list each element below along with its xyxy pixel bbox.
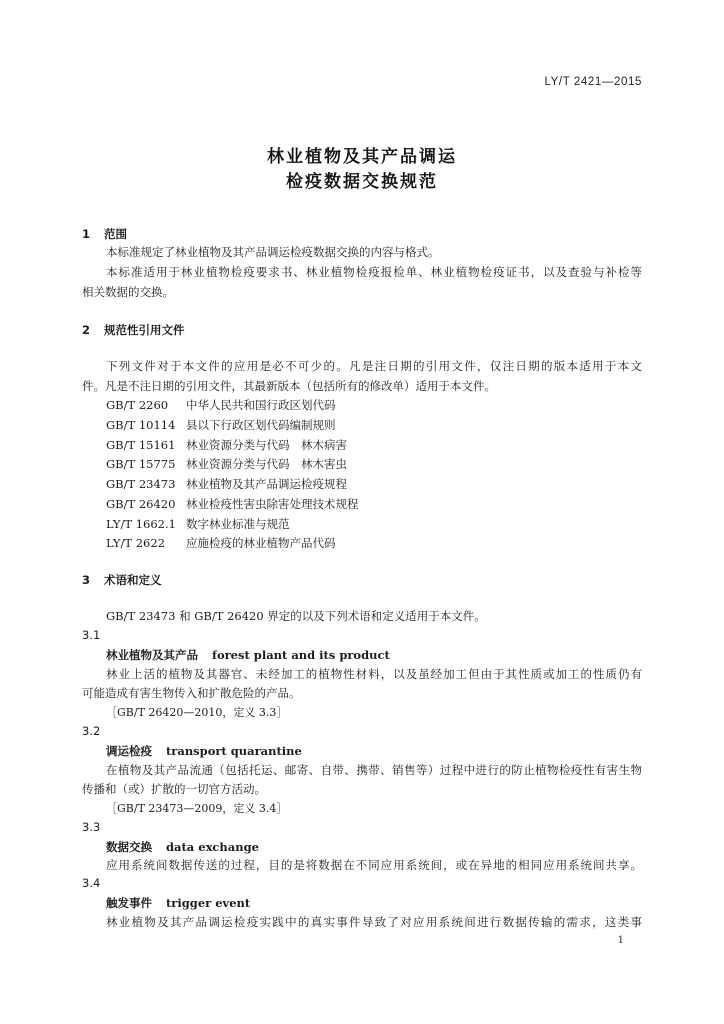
term-chinese: 触发事件 — [106, 896, 152, 910]
reference-code: GB/T 10114 — [106, 418, 176, 432]
paragraph-continuation: 件。凡是不注日期的引用文件，其最新版本（包括所有的修改单）适用于本文件。 — [82, 379, 496, 393]
normative-reference — [106, 456, 642, 472]
paragraph: 下列文件对于本文件的应用是必不可少的。凡是注日期的引用文件，仅注日期的版本适用于本文 — [106, 359, 642, 373]
normative-reference — [106, 496, 642, 512]
paragraph: 本标准规定了林业植物及其产品调运检疫数据交换的内容与格式。 — [106, 245, 440, 259]
paragraph: GB/T 23473 和 GB/T 26420 界定的以及下列术语和定义适用于本文件。 — [106, 609, 486, 623]
term-entry — [106, 895, 642, 911]
standard-code: LY/T 2421—2015 — [544, 76, 642, 88]
page-number: 1 — [617, 935, 624, 946]
normative-reference — [106, 535, 642, 551]
paragraph: 本标准适用于林业植物检疫要求书、林业植物检疫报检单、林业植物检疫证书，以及查验与补检等 — [106, 265, 642, 279]
term-chinese: 调运检疫 — [106, 744, 152, 758]
normative-reference — [106, 516, 642, 532]
reference-code: LY/T 1662.1 — [106, 517, 176, 531]
term-definition-continuation: 传播和（或）扩散的一切官方活动。 — [82, 782, 266, 796]
term-entry — [106, 743, 642, 759]
reference-code: GB/T 15161 — [106, 438, 176, 452]
section-number: 1 — [82, 227, 91, 241]
normative-reference — [106, 397, 642, 413]
term-english: transport quarantine — [166, 744, 302, 758]
document-title-line-1: 林业植物及其产品调运 — [267, 147, 457, 167]
term-english: forest plant and its product — [212, 648, 390, 662]
normative-reference — [106, 437, 642, 453]
reference-title: 林业资源分类与代码 林木病害 — [186, 438, 347, 452]
normative-reference — [106, 417, 642, 433]
term-entry — [106, 839, 642, 855]
section-title: 术语和定义 — [104, 573, 162, 587]
section-number: 2 — [82, 323, 91, 337]
term-number: 3.1 — [82, 628, 101, 642]
term-definition: 林业植物及其产品调运检疫实践中的真实事件导致了对应用系统间进行数据传输的需求，这类事 — [106, 915, 642, 929]
section-3-heading — [82, 572, 642, 588]
term-number: 3.3 — [82, 820, 101, 834]
section-number: 3 — [82, 573, 91, 587]
term-definition: 林业上活的植物及其器官、未经加工的植物性材料，以及虽经加工但由于其性质或加工的性质仍有 — [106, 667, 642, 681]
section-title: 范围 — [104, 227, 127, 241]
term-definition: 在植物及其产品流通（包括托运、邮寄、自带、携带、销售等）过程中进行的防止植物检疫性有害生物 — [106, 763, 642, 777]
section-1-heading — [82, 226, 642, 242]
reference-code: LY/T 2622 — [106, 536, 165, 550]
term-source-reference: ［GB/T 23473—2009，定义 3.4］ — [106, 802, 288, 815]
reference-code: GB/T 26420 — [106, 497, 176, 511]
term-english: trigger event — [166, 896, 251, 910]
term-source-reference: ［GB/T 26420—2010，定义 3.3］ — [106, 706, 288, 719]
reference-code: GB/T 15775 — [106, 457, 176, 471]
section-2-heading — [82, 322, 642, 338]
reference-title: 林业检疫性害虫除害处理技术规程 — [186, 497, 359, 511]
term-english: data exchange — [166, 840, 259, 854]
reference-code: GB/T 23473 — [106, 477, 176, 491]
term-number: 3.2 — [82, 724, 101, 738]
reference-title: 县以下行政区划代码编制规则 — [186, 418, 336, 432]
term-chinese: 林业植物及其产品 — [106, 648, 198, 662]
document-title-line-2: 检疫数据交换规范 — [286, 172, 438, 192]
term-number: 3.4 — [82, 876, 101, 890]
reference-title: 应施检疫的林业植物产品代码 — [186, 536, 336, 550]
term-definition-continuation: 可能造成有害生物传入和扩散危险的产品。 — [82, 686, 301, 700]
reference-code: GB/T 2260 — [106, 398, 169, 412]
paragraph-continuation: 相关数据的交换。 — [82, 285, 174, 299]
reference-title: 林业植物及其产品调运检疫规程 — [186, 477, 347, 491]
reference-title: 林业资源分类与代码 林木害虫 — [186, 457, 347, 471]
normative-reference — [106, 476, 642, 492]
reference-title: 数字林业标准与规范 — [186, 517, 290, 531]
reference-title: 中华人民共和国行政区划代码 — [186, 398, 336, 412]
section-title: 规范性引用文件 — [104, 323, 185, 337]
term-definition: 应用系统间数据传送的过程，目的是将数据在不同应用系统间，或在异地的相同应用系统间共享。 — [106, 858, 642, 872]
term-entry — [106, 647, 642, 663]
term-chinese: 数据交换 — [106, 840, 152, 854]
